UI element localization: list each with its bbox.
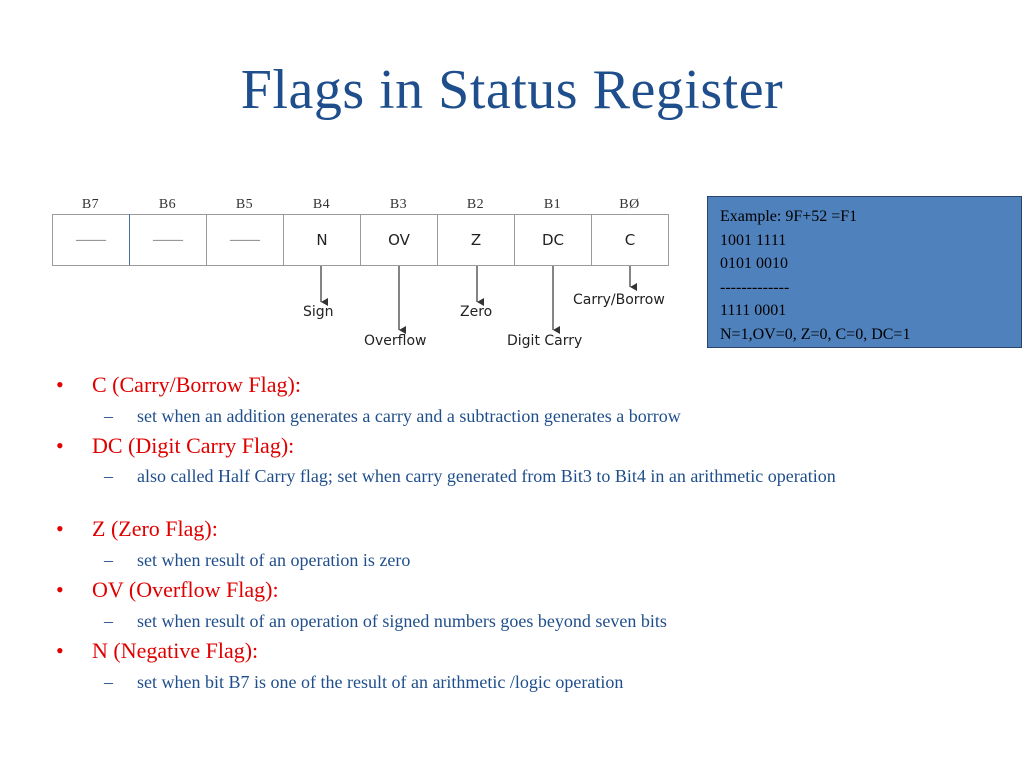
flag-desc-text: set when an addition generates a carry and a subtraction generates a borrow [137, 406, 681, 426]
bit-label-b0: BØ [619, 197, 640, 212]
label-sign: Sign [303, 304, 334, 320]
flag-desc-z [104, 549, 944, 571]
flag-desc-text: also called Half Carry flag; set when carry generated from Bit3 to Bit4 in an arithmetic operation [137, 466, 836, 486]
flag-desc-text: set when result of an operation is zero [137, 550, 411, 570]
flag-desc-text: set when result of an operation of signed numbers goes beyond seven bits [137, 611, 667, 631]
dash-icon: – [104, 406, 113, 426]
label-carry-borrow: Carry/Borrow [573, 292, 665, 308]
bit-label-b4: B4 [312, 197, 331, 212]
example-line: Example: 9F+52 =F1 [720, 208, 858, 225]
flag-heading-text: OV (Overflow Flag): [92, 577, 279, 602]
flag-desc-n [104, 671, 944, 693]
bit-label-b5: B5 [235, 197, 254, 212]
register-cell-c: C [592, 215, 669, 266]
label-overflow: Overflow [364, 333, 427, 349]
register-cell-b7: —— [53, 215, 130, 266]
bullet-icon: • [56, 433, 64, 458]
flag-desc-dc [104, 465, 944, 487]
bullet-icon: • [56, 372, 64, 397]
flag-desc-ov [104, 610, 944, 632]
flag-heading-c [56, 372, 301, 398]
flag-heading-dc [56, 433, 294, 459]
bit-label-b3: B3 [389, 197, 408, 212]
flag-heading-text: C (Carry/Borrow Flag): [92, 372, 301, 397]
label-digit-carry: Digit Carry [507, 333, 583, 349]
label-zero: Zero [460, 304, 493, 320]
flag-heading-text: Z (Zero Flag): [92, 516, 218, 541]
example-line: N=1,OV=0, Z=0, C=0, DC=1 [720, 325, 911, 343]
example-line: 0101 0010 [720, 255, 788, 272]
flag-heading-ov [56, 577, 279, 603]
bit-label-b1: B1 [543, 197, 562, 212]
example-line: 1001 1111 [720, 231, 787, 249]
register-cell-z: Z [438, 215, 515, 266]
register-cell-b6: —— [130, 215, 207, 266]
flag-desc-c [104, 405, 944, 427]
register-cell-dc: DC [515, 215, 592, 266]
bullet-icon: • [56, 638, 64, 663]
flag-desc-text: set when bit B7 is one of the result of an arithmetic /logic operation [137, 672, 624, 692]
bit-label-b6: B6 [158, 197, 177, 212]
example-line: 1111 0001 [720, 302, 787, 319]
register-cell-n: N [284, 215, 361, 266]
dash-icon: – [104, 672, 113, 692]
flag-heading-text: DC (Digit Carry Flag): [92, 433, 295, 458]
flag-heading-n [56, 638, 258, 664]
flag-heading-text: N (Negative Flag): [92, 638, 259, 663]
bit-label-b2: B2 [466, 197, 485, 212]
register-cell-b5: —— [207, 215, 284, 266]
register-cell-ov: OV [361, 215, 438, 266]
dash-icon: – [104, 466, 113, 486]
dash-icon: – [104, 550, 113, 570]
dash-icon: – [104, 611, 113, 631]
flag-heading-z [56, 516, 218, 542]
example-line: ------------- [720, 278, 790, 296]
bit-label-b7: B7 [81, 197, 100, 212]
example-box [707, 196, 1022, 348]
bullet-icon: • [56, 577, 64, 602]
bullet-icon: • [56, 516, 64, 541]
slide-title: Flags in Status Register [240, 59, 784, 121]
